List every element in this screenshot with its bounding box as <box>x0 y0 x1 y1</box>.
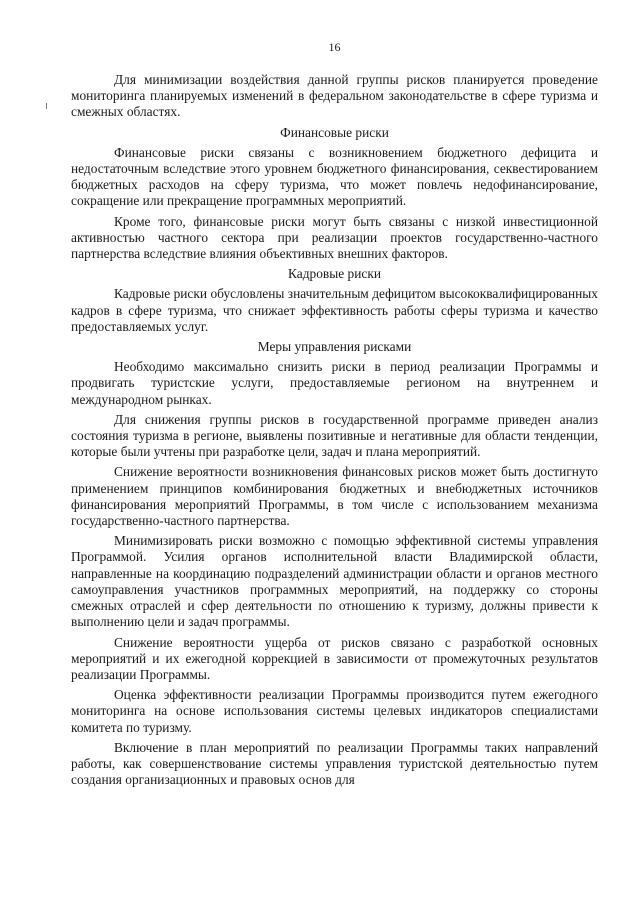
paragraph: Необходимо максимально снизить риски в период реализации Программы и продвигать туристские услуги, предоставляемые регионом на внутреннем и международном рынках. <box>71 359 598 407</box>
page-number: 16 <box>328 40 341 54</box>
paragraph: Оценка эффективности реализации Программы производится путем ежегодного мониторинга на основе использования системы целевых индикаторов специалистами комитета по туризму. <box>71 687 598 735</box>
paragraph: Финансовые риски связаны с возникновением бюджетного дефицита и недостаточным вследствие этого уровнем бюджетного финансирования, секвестированием бюджетных расходов на сферу туризма, что может повлечь недофинансирование, сокращение или прекращение программных мероприятий. <box>71 144 598 209</box>
paragraph: Минимизировать риски возможно с помощью эффективной системы управления Программой. Усилия органов исполнительной власти Владимирской области, направленные на координацию подразделений администрации области и органов местного самоуправления участников программных мероприятий, на поддержку со стороны смежных отраслей и сфер деятельности по отношению к туризму, должны привести к выполнению цели и задач программы. <box>71 533 598 630</box>
paragraph: Для снижения группы рисков в государственной программе приведен анализ состояния туризма в регионе, выявлены позитивные и негативные для области тенденции, которые были учтены при разработке цели, задач и плана мероприятий. <box>71 411 598 460</box>
paragraph: Кадровые риски обусловлены значительным дефицитом высококвалифицированных кадров в сфере туризма, что снижает эффективность работы сферы туризма и качество предоставляемых услуг. <box>71 286 598 334</box>
paragraph: Снижение вероятности возникновения финансовых рисков может быть достигнуто применением принципов комбинирования бюджетных и внебюджетных источников финансирования мероприятий Программы, в том числе с использованием механизма государственно-частного партнерства. <box>71 464 598 529</box>
paragraph: Для минимизации воздействия данной группы рисков планируется проведение мониторинга планируемых изменений в федеральном законодательстве в сфере туризма и смежных областях. <box>71 72 598 120</box>
paragraph: Включение в план мероприятий по реализации Программы таких направлений работы, как совершенствование системы управления туристской деятельностью путем создания организационных и правовых основ для <box>71 739 598 788</box>
section-heading-financial-risks: Финансовые риски <box>280 124 389 140</box>
section-heading-risk-management: Меры управления рисками <box>257 339 412 355</box>
margin-mark <box>46 103 47 109</box>
paragraph: Снижение вероятности ущерба от рисков связано с разработкой основных мероприятий и их ежегодной коррекцией в зависимости от промежуточных результатов реализации Программы. <box>71 634 598 682</box>
paragraph: Кроме того, финансовые риски могут быть связаны с низкой инвестиционной активностью частного сектора при реализации проектов государственно-частного партнерства вследствие влияния объективных внешних факторов. <box>71 213 598 262</box>
section-heading-personnel-risks: Кадровые риски <box>288 266 381 282</box>
document-body <box>71 72 598 788</box>
